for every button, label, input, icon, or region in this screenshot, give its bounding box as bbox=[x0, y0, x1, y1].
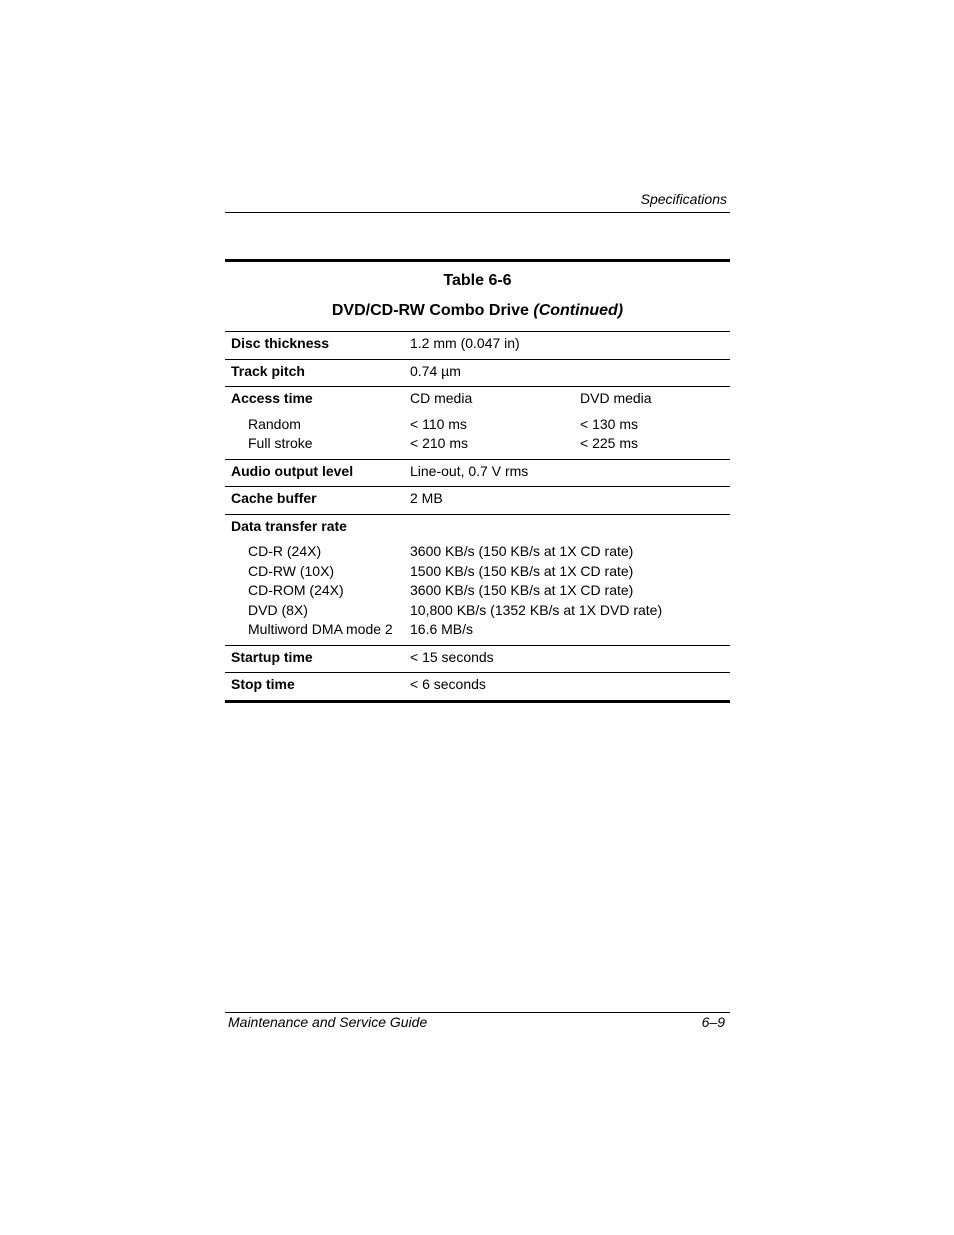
audio-output-label: Audio output level bbox=[231, 462, 354, 479]
access-time-label: Access time bbox=[231, 390, 313, 406]
table-row bbox=[225, 434, 730, 454]
table-row bbox=[225, 542, 730, 562]
startup-time-label: Startup time bbox=[231, 648, 313, 665]
footer-rule bbox=[225, 1012, 730, 1013]
row-audio-output bbox=[225, 459, 730, 487]
track-pitch-label: Track pitch bbox=[231, 362, 305, 379]
data-transfer-label: Data transfer rate bbox=[231, 517, 347, 534]
startup-time-value: < 15 seconds bbox=[410, 648, 494, 665]
access-random-label: Random bbox=[248, 415, 301, 432]
table-row bbox=[225, 620, 730, 640]
transfer-dma-label: Multiword DMA mode 2 bbox=[248, 621, 393, 637]
access-fullstroke-dvd: < 225 ms bbox=[580, 435, 638, 451]
spec-table bbox=[225, 259, 730, 703]
transfer-dvd-value: 10,800 KB/s (1352 KB/s at 1X DVD rate) bbox=[410, 601, 663, 618]
cache-buffer-value: 2 MB bbox=[410, 490, 443, 506]
table-row bbox=[225, 601, 730, 621]
transfer-cdrom-label: CD-ROM (24X) bbox=[248, 582, 344, 598]
row-access-time bbox=[225, 386, 730, 459]
table-row bbox=[225, 415, 730, 435]
row-disc-thickness bbox=[225, 331, 730, 359]
table-title-text: DVD/CD-RW Combo Drive bbox=[331, 302, 529, 319]
access-fullstroke-label: Full stroke bbox=[248, 435, 313, 451]
transfer-dma-value: 16.6 MB/s bbox=[410, 621, 474, 637]
stop-time-value: < 6 seconds bbox=[410, 676, 486, 692]
table-number: Table 6-6 bbox=[443, 272, 512, 289]
disc-thickness-label: Disc thickness bbox=[231, 335, 330, 351]
transfer-cdrw-label: CD-RW (10X) bbox=[248, 562, 335, 579]
transfer-cdr-value: 3600 KB/s (150 KB/s at 1X CD rate) bbox=[410, 543, 634, 559]
access-time-col-cd: CD media bbox=[410, 390, 473, 406]
table-top-rule bbox=[225, 259, 730, 262]
access-fullstroke-cd: < 210 ms bbox=[410, 435, 468, 451]
transfer-cdr-label: CD-R (24X) bbox=[248, 543, 322, 559]
access-time-col-dvd: DVD media bbox=[580, 390, 652, 406]
transfer-cdrom-value: 3600 KB/s (150 KB/s at 1X CD rate) bbox=[410, 582, 634, 598]
table-title bbox=[225, 300, 730, 322]
cache-buffer-label: Cache buffer bbox=[231, 490, 317, 506]
transfer-dvd-label: DVD (8X) bbox=[248, 601, 308, 618]
row-stop-time bbox=[225, 672, 730, 703]
row-cache-buffer bbox=[225, 486, 730, 514]
track-pitch-value: 0.74 µm bbox=[410, 362, 461, 379]
audio-output-value: Line-out, 0.7 V rms bbox=[410, 462, 529, 479]
row-startup-time bbox=[225, 645, 730, 673]
table-row bbox=[225, 581, 730, 601]
table-title-suffix: (Continued) bbox=[533, 302, 624, 319]
access-random-dvd: < 130 ms bbox=[580, 415, 638, 432]
transfer-cdrw-value: 1500 KB/s (150 KB/s at 1X CD rate) bbox=[410, 562, 634, 579]
footer-guide-title: Maintenance and Service Guide bbox=[228, 1014, 428, 1030]
header-rule bbox=[225, 212, 730, 213]
page-number: 6–9 bbox=[701, 1014, 725, 1030]
disc-thickness-value: 1.2 mm (0.047 in) bbox=[410, 335, 520, 351]
table-row bbox=[225, 562, 730, 582]
stop-time-label: Stop time bbox=[231, 676, 295, 692]
running-head: Specifications bbox=[640, 191, 727, 207]
access-random-cd: < 110 ms bbox=[410, 415, 467, 432]
row-track-pitch bbox=[225, 359, 730, 387]
row-data-transfer bbox=[225, 514, 730, 645]
